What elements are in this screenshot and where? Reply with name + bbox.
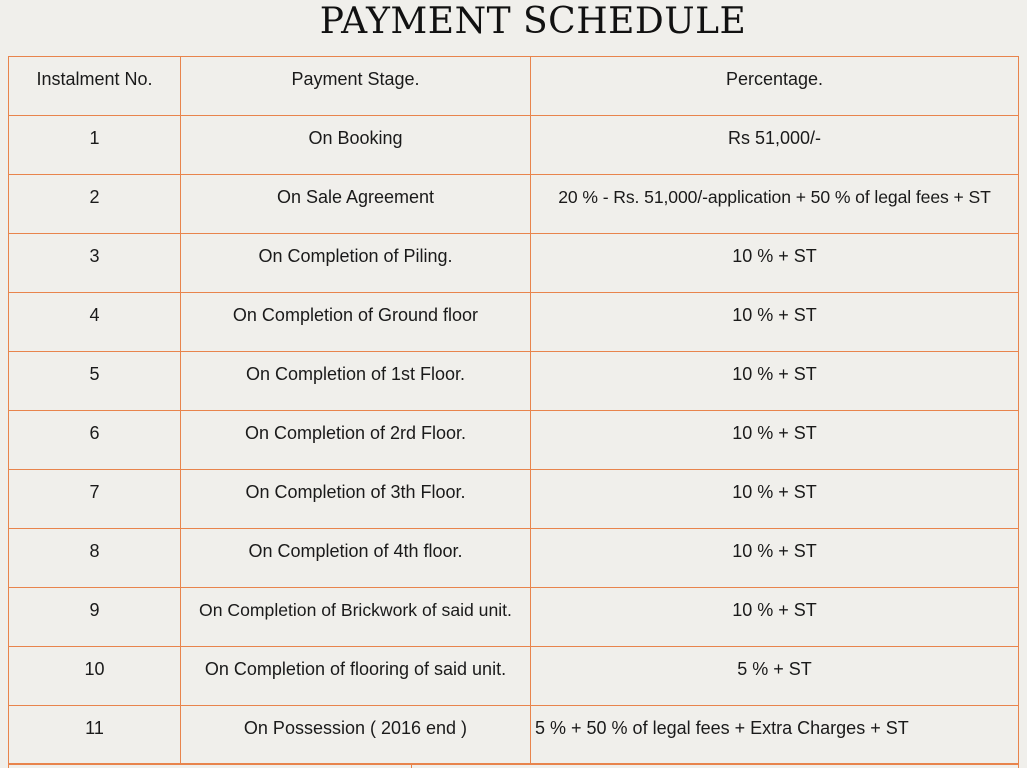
instalment-no-cell: 8: [9, 529, 181, 588]
percentage-cell: 10 % + ST: [531, 588, 1019, 647]
table-header-row: [9, 57, 1019, 116]
table-row: [9, 234, 1019, 293]
instalment-no-cell: 6: [9, 411, 181, 470]
table-row: [9, 529, 1019, 588]
payment-stage-cell: On Completion of flooring of said unit.: [181, 647, 531, 706]
payment-stage-cell: On Completion of 3th Floor.: [181, 470, 531, 529]
payment-stage-cell: On Completion of 1st Floor.: [181, 352, 531, 411]
table-row: [9, 175, 1019, 234]
header-percentage: Percentage.: [531, 57, 1019, 116]
table-row: [9, 706, 1019, 765]
table-row: [9, 411, 1019, 470]
percentage-cell: 10 % + ST: [531, 234, 1019, 293]
payment-stage-cell: On Completion of 2rd Floor.: [181, 411, 531, 470]
instalment-no-cell: 2: [9, 175, 181, 234]
instalment-no-cell: 3: [9, 234, 181, 293]
instalment-no-cell: 7: [9, 470, 181, 529]
percentage-cell: 20 % - Rs. 51,000/-application + 50 % of legal fees + ST: [531, 175, 1019, 234]
table-continuation-border: [8, 763, 1019, 768]
instalment-no-cell: 4: [9, 293, 181, 352]
table-row: [9, 352, 1019, 411]
payment-stage-cell: On Booking: [181, 116, 531, 175]
payment-stage-cell: On Possession ( 2016 end ): [181, 706, 531, 765]
payment-stage-cell: On Completion of Brickwork of said unit.: [181, 588, 531, 647]
payment-stage-cell: On Completion of Piling.: [181, 234, 531, 293]
table-row: [9, 647, 1019, 706]
instalment-no-cell: 11: [9, 706, 181, 765]
table-row: [9, 470, 1019, 529]
header-instalment-no: Instalment No.: [9, 57, 181, 116]
instalment-no-cell: 10: [9, 647, 181, 706]
table-row: [9, 116, 1019, 175]
table-row: [9, 293, 1019, 352]
percentage-cell: Rs 51,000/-: [531, 116, 1019, 175]
percentage-cell: 10 % + ST: [531, 293, 1019, 352]
percentage-cell: 5 % + 50 % of legal fees + Extra Charges + ST: [531, 706, 1019, 765]
payment-schedule-table: [8, 56, 1019, 765]
percentage-cell: 10 % + ST: [531, 411, 1019, 470]
payment-stage-cell: On Sale Agreement: [181, 175, 531, 234]
percentage-cell: 10 % + ST: [531, 470, 1019, 529]
percentage-cell: 10 % + ST: [531, 352, 1019, 411]
percentage-cell: 10 % + ST: [531, 529, 1019, 588]
instalment-no-cell: 5: [9, 352, 181, 411]
instalment-no-cell: 9: [9, 588, 181, 647]
percentage-cell: 5 % + ST: [531, 647, 1019, 706]
table-row: [9, 588, 1019, 647]
payment-stage-cell: On Completion of Ground floor: [181, 293, 531, 352]
instalment-no-cell: 1: [9, 116, 181, 175]
header-payment-stage: Payment Stage.: [181, 57, 531, 116]
page-title: PAYMENT SCHEDULE: [319, 1, 747, 42]
payment-stage-cell: On Completion of 4th floor.: [181, 529, 531, 588]
